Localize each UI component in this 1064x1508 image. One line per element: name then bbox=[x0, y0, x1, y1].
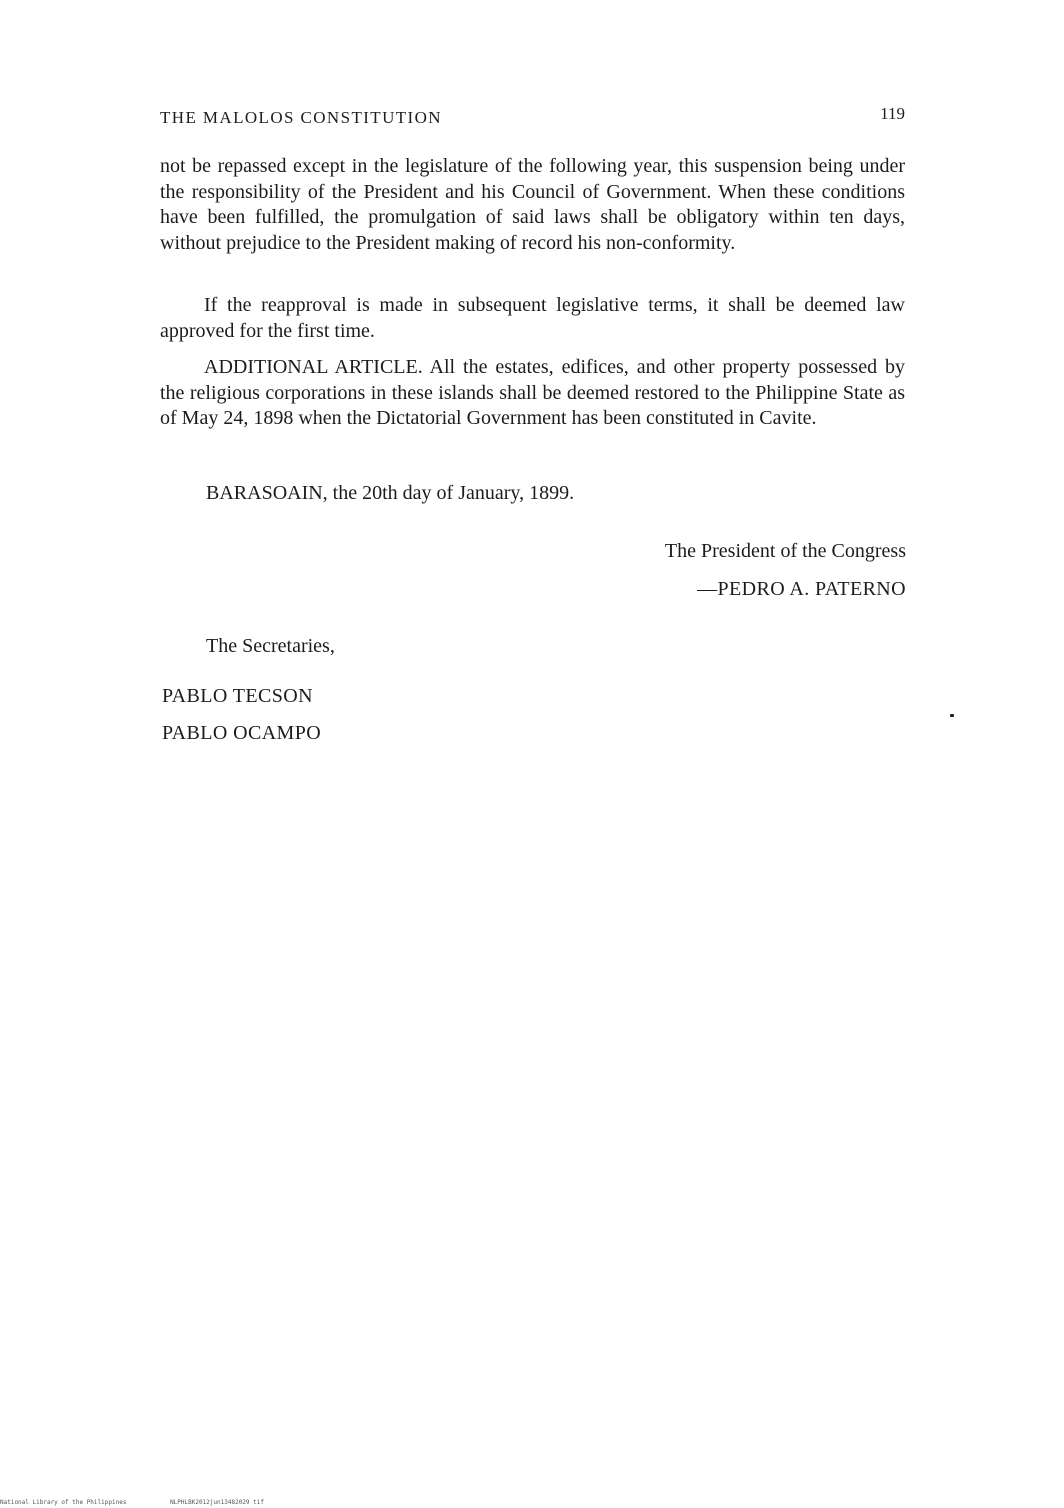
page-number: 119 bbox=[880, 104, 905, 123]
footer-file-id: NLPHLBK2012jun13482029 tif bbox=[170, 1499, 264, 1506]
secretary-name: PABLO TECSON bbox=[162, 685, 313, 707]
signatory-name: —PEDRO A. PATERNO bbox=[697, 578, 906, 600]
running-header bbox=[160, 104, 905, 134]
scan-speck bbox=[950, 714, 954, 717]
secretary-name: PABLO OCAMPO bbox=[162, 722, 322, 744]
signatory-title: The President of the Congress bbox=[664, 540, 906, 562]
running-title: THE MALOLOS CONSTITUTION bbox=[160, 108, 442, 127]
paragraph-reapproval: If the reapproval is made in subsequent legislative terms, it shall be deemed law approved for the first time. bbox=[160, 294, 905, 342]
footer-library: National Library of the Philippines bbox=[0, 1499, 127, 1506]
paragraph-continuation: not be repassed except in the legislature of the following year, this suspension being under the responsibility of the President and his Council of Government. When these conditions have been fulfilled, the promulgation of said laws shall be obligatory within ten days, without prejudice to the President making of record his non-conformity. bbox=[160, 155, 905, 254]
secretaries-label: The Secretaries, bbox=[206, 635, 335, 657]
dateline: BARASOAIN, the 20th day of January, 1899. bbox=[206, 482, 575, 504]
paragraph-additional-article: ADDITIONAL ARTICLE. All the estates, edifices, and other property possessed by the religious corporations in these islands shall be deemed restored to the Philippine State as of May 24, 1898 when the Dictatorial Government has been constituted in Cavite. bbox=[160, 356, 905, 429]
scan-footer bbox=[0, 1499, 304, 1506]
